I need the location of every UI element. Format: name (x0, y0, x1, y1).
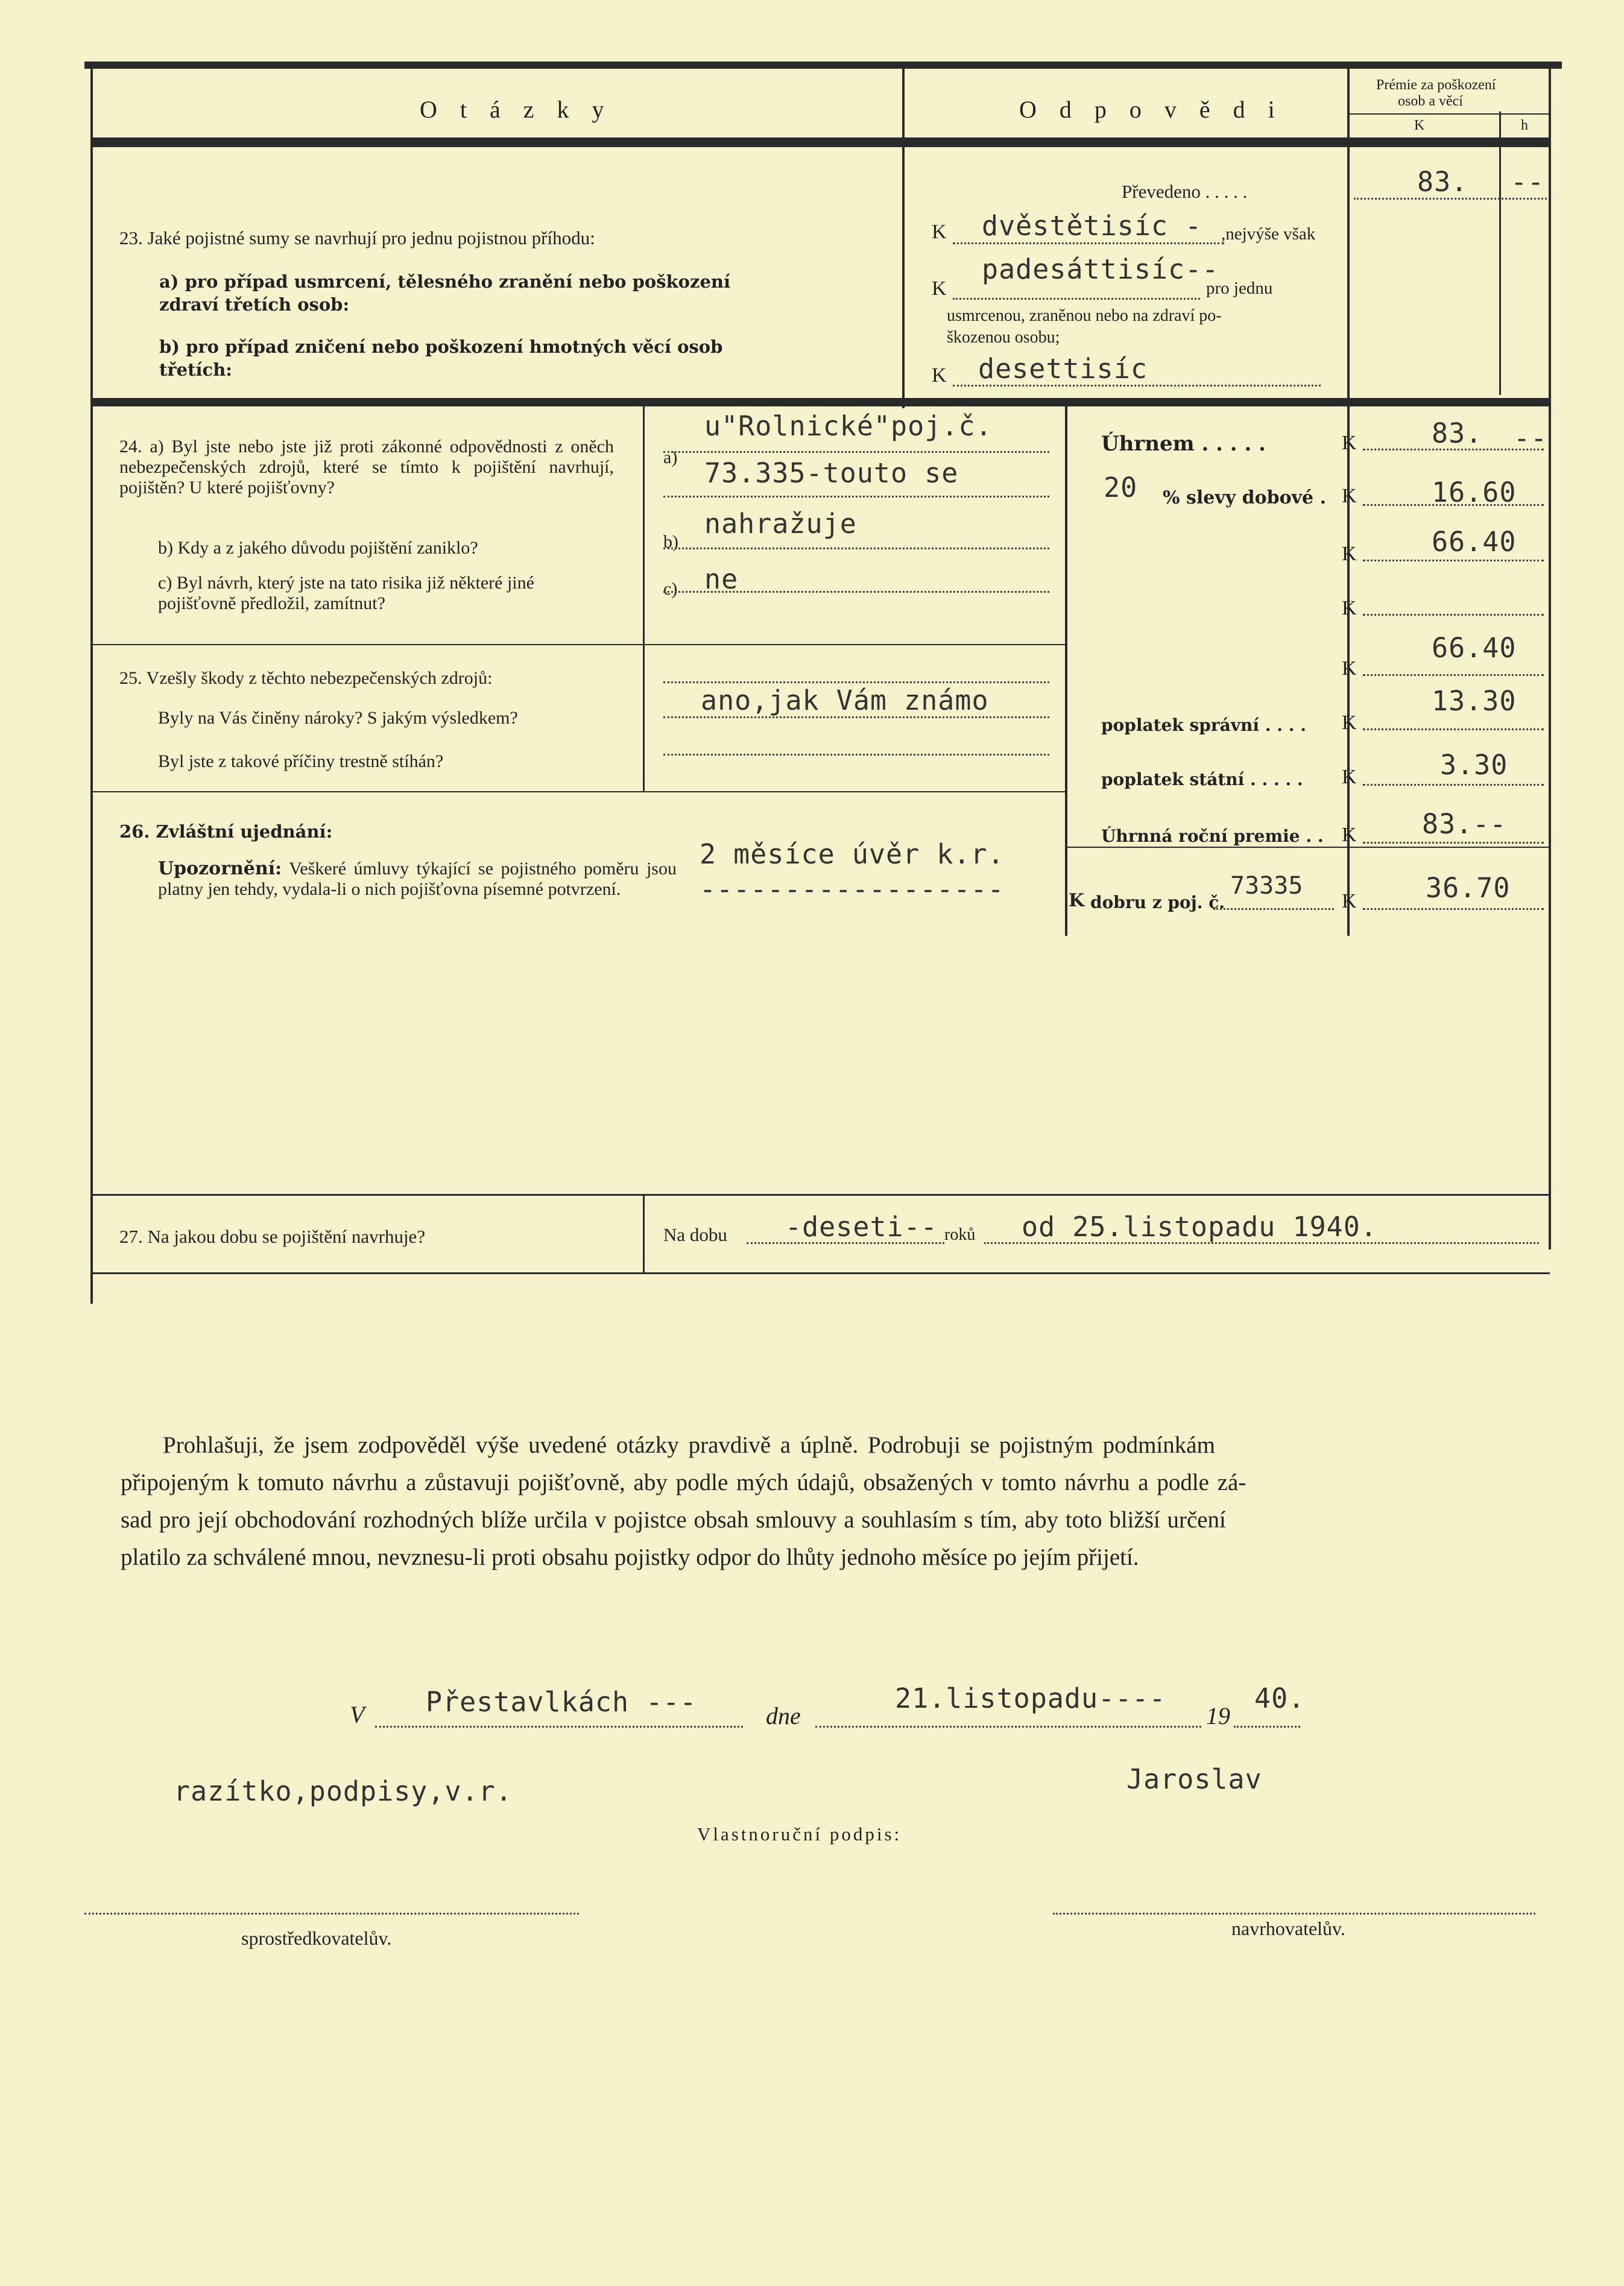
prevedeno-h: -- (1511, 166, 1545, 198)
right-border (1549, 68, 1551, 1249)
header-divider-1 (902, 68, 905, 408)
q25-dots2 (663, 716, 1049, 718)
q27-dots1 (747, 1242, 944, 1244)
sig-left-line (84, 1913, 579, 1915)
calc-dots4 (1363, 614, 1544, 616)
q24-answer-c: ne (704, 563, 739, 595)
calc-k5: K (1342, 657, 1357, 680)
q24-c: c) Byl návrh, který jste na tato risika již některé jiné pojišťovně předložil, zamítnut? (158, 573, 534, 613)
sig-jaroslav: Jaroslav (1126, 1763, 1262, 1795)
q25-line3: Byl jste z takové příčiny trestně stíhán? (158, 751, 444, 771)
rocni-dots (1363, 842, 1544, 844)
uhrnem-value: 83. (1432, 417, 1483, 449)
q26-note-text: Veškeré úmluvy týkající se pojistného poměru jsou platny jen tehdy, vydala-li o nich pojišťovna písemné potvrzení. (158, 859, 677, 899)
uhrnem-dash: -- (1514, 422, 1548, 454)
sig-place-dots (375, 1726, 743, 1728)
pro-jednu: pro jednu (1206, 279, 1273, 298)
q23-dots2 (953, 298, 1200, 300)
sig-navrhovateluv: navrhovatelův. (1231, 1918, 1345, 1939)
q24-dots3 (663, 548, 1049, 549)
top-rule (84, 62, 1562, 69)
dobru-value: 36.70 (1426, 872, 1511, 904)
skozenou: škozenou osobu; (947, 328, 1060, 347)
q26-note-label: Upozornění: (158, 858, 282, 879)
calc-dots3 (1363, 560, 1544, 561)
q24-dots2 (663, 496, 1049, 497)
dobru-value-k: K (1342, 890, 1357, 912)
sleva-label: % slevy dobové . (1163, 487, 1327, 508)
q24-b-label: b) (663, 532, 678, 552)
q26-dashes: ------------------ (700, 873, 1005, 905)
q-a-divider (643, 405, 645, 791)
q25-dots1 (663, 681, 1049, 683)
q23-dots1 (953, 242, 1224, 244)
dobru-num: 73335 (1230, 872, 1303, 900)
q24-b: b) Kdy a z jakého důvodu pojištění zaniklo? (158, 538, 478, 558)
q27-question: 27. Na jakou dobu se pojištění navrhuje? (119, 1226, 426, 1247)
sig-dne: dne (766, 1702, 801, 1729)
statni-dots (1363, 784, 1544, 786)
sig-date-dots (815, 1726, 1201, 1728)
q24-answer-3: nahražuje (704, 508, 857, 540)
q25-dots3 (663, 754, 1049, 756)
q26-title: 26. Zvláštní ujednání: (119, 821, 333, 842)
statni-value: 3.30 (1440, 749, 1508, 781)
rocni-k: K (1342, 824, 1357, 846)
spravni-label: poplatek správní . . . . (1101, 715, 1306, 735)
sig-year: 40. (1254, 1682, 1306, 1714)
header-h: h (1521, 118, 1528, 133)
sig-right-line (1053, 1913, 1535, 1915)
usmrcenou: usmrcenou, zraněnou nebo na zdraví po- (947, 306, 1222, 325)
calc-left-border (1065, 405, 1067, 936)
q24-answer-2: 73.335-touto se (704, 457, 959, 489)
q27-na-dobu: Na dobu (663, 1224, 727, 1245)
q23-answer3: desettisíc (978, 353, 1148, 385)
h-column-divider (1499, 112, 1501, 395)
sig-vlastnorucni: Vlastnoruční podpis: (697, 1823, 902, 1845)
q23-question: 23. Jaké pojistné sumy se navrhují pro jednu pojistnou příhodu: (119, 227, 595, 248)
header-k: K (1414, 118, 1425, 133)
prevedeno-dots (1354, 198, 1547, 200)
q23-dots3 (953, 385, 1321, 387)
q26-note (158, 859, 677, 900)
dobru-dots (1213, 908, 1334, 910)
prevedeno-k: 83. (1417, 166, 1468, 198)
left-border (90, 68, 93, 1304)
sleva-value: 16.60 (1432, 476, 1517, 508)
q23-a: a) pro případ usmrcení, tělesného zranění nebo poškození zdraví třetích osob: (159, 271, 731, 315)
sleva-k: K (1342, 485, 1357, 507)
calc-value5: 66.40 (1432, 632, 1517, 664)
questions-title: O t á z k y (420, 96, 613, 123)
q23-k1: K (932, 221, 947, 243)
q27-answer2: od 25.listopadu 1940. (1022, 1211, 1377, 1243)
sig-year-prefix: 19 (1206, 1702, 1230, 1729)
prevedeno-label: Převedeno . . . . . (1122, 181, 1248, 202)
declaration-1: Prohlašuji, že jsem zodpověděl výše uvedené otázky pravdivě a úplně. Podrobuji se pojistným podmínkám (163, 1432, 1215, 1458)
nejvyse: ,nejvýše však (1221, 224, 1316, 244)
sig-date: 21.listopadu---- (895, 1682, 1166, 1714)
q25-bottom-rule (90, 791, 1066, 792)
declaration-2: připojeným k tomuto návrhu a zůstavuji pojišťovně, aby podle mých údajů, obsažených v tomto návrhu a podle zá- (121, 1470, 1246, 1495)
q27-top-rule (90, 1194, 1550, 1196)
q23-k3: K (932, 364, 947, 387)
header-bottom-rule (90, 137, 1550, 147)
q24-bottom-rule (90, 644, 1066, 645)
header-sub-rule (1347, 113, 1549, 115)
dobru-value-dots (1363, 908, 1544, 910)
calc-dots5 (1363, 674, 1544, 676)
rocni-rule (1067, 847, 1550, 848)
spravni-k: K (1342, 712, 1357, 734)
statni-label: poplatek státní . . . . . (1101, 769, 1303, 789)
calc-value3: 66.40 (1432, 526, 1517, 558)
q27-roku: roků (944, 1225, 976, 1244)
q23-answer1: dvěstětisíc - (982, 210, 1202, 242)
uhrnem-label: Úhrnem . . . . . (1101, 432, 1266, 456)
q24-dots1 (663, 451, 1049, 453)
statni-k: K (1342, 766, 1357, 788)
sig-place: Přestavlkách --- (426, 1686, 697, 1718)
uhrnem-k: K (1342, 432, 1357, 454)
sleva-pct: 20 (1104, 472, 1138, 504)
premium-title-2: osob a věcí (1398, 93, 1463, 109)
q24-a: 24. a) Byl jste nebo jste již proti zákonné odpovědnosti z oněch nebezpečenských zdrojů, které se tímto k pojištění navrhují, pojištěn? U které pojišťovny? (119, 437, 614, 497)
answers-title: O d p o v ě d i (1019, 96, 1283, 123)
q23-k2: K (932, 277, 947, 300)
q26-answer: 2 měsíce úvěr k.r. (700, 838, 1005, 870)
q23-b: b) pro případ zničení nebo poškození hmotných věcí osob třetích: (159, 336, 723, 380)
sig-year-dots (1234, 1726, 1300, 1728)
dobru-k: K (1069, 890, 1085, 911)
q25-line2: Byly na Vás činěny nároky? S jakým výsledkem? (158, 708, 518, 728)
rocni-label: Úhrnná roční premie . . (1101, 826, 1324, 846)
spravni-dots (1363, 728, 1544, 730)
q27-answer1: -deseti-- (785, 1211, 938, 1243)
q24-a-label: a) (663, 447, 678, 467)
calc-k4: K (1342, 597, 1357, 619)
rocni-value: 83.-- (1422, 808, 1507, 840)
sig-sprostredkovateluv: sprostředkovatelův. (241, 1927, 392, 1949)
q24-answer-1: u"Rolnické"poj.č. (704, 410, 993, 442)
declaration-3: sad pro její obchodování rozhodných blíže určila v pojistce obsah smlouvy a souhlasím s tím, aby toto bližší určení (121, 1507, 1226, 1533)
calc-value6: 13.30 (1432, 685, 1517, 717)
sig-v: V (350, 1701, 365, 1728)
q27-divider (643, 1195, 645, 1274)
q24-c-label: c) (663, 579, 678, 599)
sig-razitko: razítko,podpisy,v.r. (174, 1775, 513, 1807)
q25-line1: 25. Vzešly škody z těchto nebezpečenských zdrojů: (119, 668, 493, 688)
q23-bottom-rule (90, 398, 1550, 406)
q24-dots4 (663, 591, 1049, 593)
q27-bottom-rule (90, 1272, 1550, 1274)
dobru-label: dobru z poj. č. (1090, 892, 1225, 912)
declaration-4: platilo za schválené mnou, nevznesu-li proti obsahu pojistky odpor do lhůty jednoho měsíce po jejím přijetí. (121, 1544, 1139, 1570)
q23-answer2: padesáttisíc-- (982, 253, 1219, 285)
q27-dots2 (984, 1242, 1539, 1244)
premium-title-1: Prémie za poškození (1376, 77, 1496, 93)
q25-answer: ano,jak Vám známo (701, 684, 989, 716)
calc-k3: K (1342, 543, 1357, 565)
